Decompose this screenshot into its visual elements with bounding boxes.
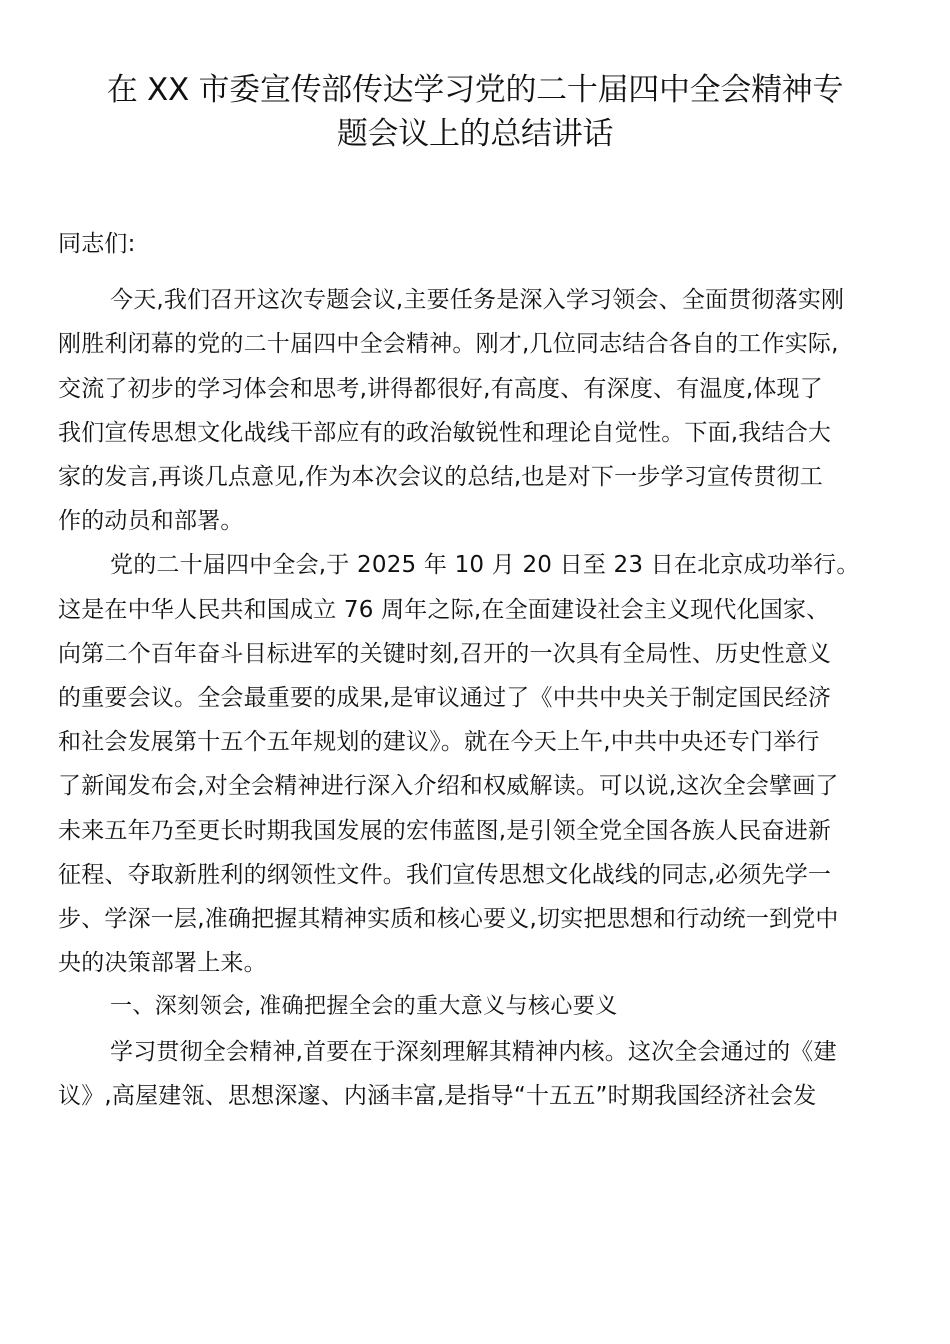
paragraph-plenum-background — [58, 543, 892, 985]
text-line: 未来五年乃至更长时期我国发展的宏伟蓝图,是引领全党全国各族人民奋进新 — [58, 817, 832, 844]
heading-line: 一、深刻领会, 准确把握全会的重大意义与核心要义 — [110, 994, 618, 1020]
salutation: 同志们: — [58, 231, 136, 257]
text-line: 刚胜利闭幕的党的二十届四中全会精神。刚才,几位同志结合各自的工作实际, — [58, 331, 839, 358]
text-line: 征程、夺取新胜利的纲领性文件。我们宣传思想文化战线的同志,必须先学一 — [58, 861, 832, 888]
text-line: 议》,高屋建瓴、思想深邃、内涵丰富,是指导“十五五”时期我国经济社会发 — [58, 1082, 817, 1109]
text-line: 了新闻发布会,对全会精神进行深入介绍和权威解读。可以说,这次全会擘画了 — [58, 773, 839, 800]
text-line: 和社会发展第十五个五年规划的建议》。就在今天上午,中共中央还专门举行 — [58, 729, 820, 756]
text-line: 这是在中华人民共和国成立 76 周年之际,在全面建设社会主义现代化国家、 — [58, 596, 830, 623]
text-line: 作的动员和部署。 — [58, 508, 244, 535]
text-line: 交流了初步的学习体会和思考,讲得都很好,有高度、有深度、有温度,体现了 — [58, 375, 823, 402]
text-line: 步、学深一层,准确把握其精神实质和核心要义,切实把思想和行动统一到党中 — [58, 906, 839, 933]
document-body — [58, 222, 892, 1118]
text-line: 学习贯彻全会精神,首要在于深刻理解其精神内核。这次全会通过的《建 — [110, 1038, 837, 1065]
paragraph-intro — [58, 278, 892, 543]
text-line: 向第二个百年奋斗目标进军的关键时刻,召开的一次具有全局性、历史性意义 — [58, 640, 832, 667]
text-line: 的重要会议。全会最重要的成果,是审议通过了《中共中央关于制定国民经济 — [58, 685, 832, 712]
text-line: 我们宣传思想文化战线干部应有的政治敏锐性和理论自觉性。下面,我结合大 — [58, 419, 832, 446]
title-line: 在 XX 市委宣传部传达学习党的二十届四中全会精神专 — [106, 72, 844, 108]
document-title — [50, 68, 900, 156]
text-line: 今天,我们召开这次专题会议,主要任务是深入学习领会、全面贯彻落实刚 — [110, 287, 845, 314]
title-line: 题会议上的总结讲话 — [336, 116, 614, 152]
text-line: 党的二十届四中全会,于 2025 年 10 月 20 日至 23 日在北京成功举行。 — [110, 552, 860, 579]
section-heading-1 — [58, 985, 892, 1029]
text-line: 央的决策部署上来。 — [58, 950, 267, 977]
paragraph-section-1 — [58, 1030, 892, 1118]
text-line: 家的发言,再谈几点意见,作为本次会议的总结,也是对下一步学习宣传贯彻工 — [58, 464, 823, 491]
